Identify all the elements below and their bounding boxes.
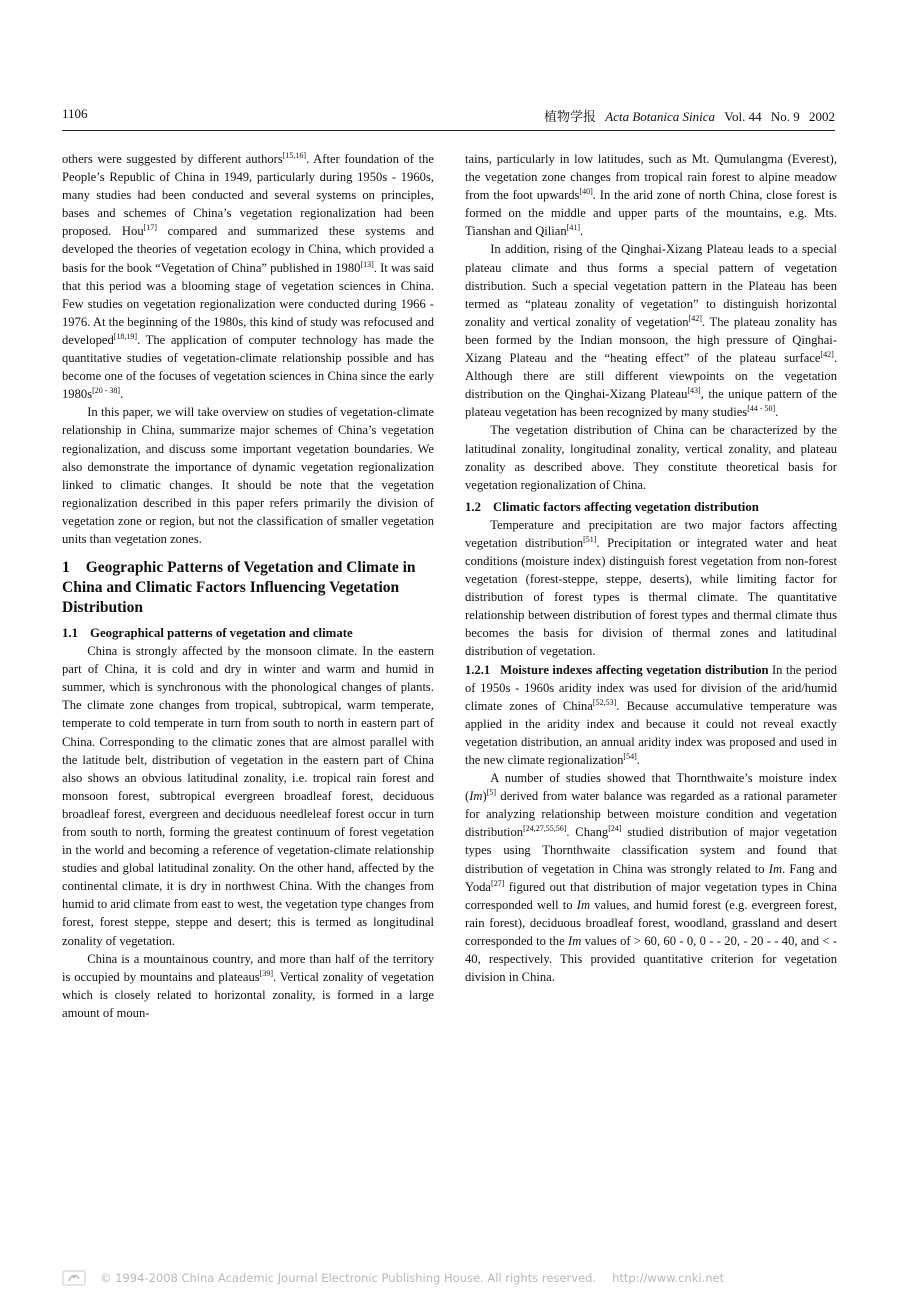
citation: [41]: [566, 223, 581, 233]
citation: [42]: [688, 313, 702, 323]
paragraph: others were suggested by different authors[15,16]. After foundation of the People’s Republic of China in 1949, particularly during 1950s - 1960s, many studies had been conducted and several systems on principles, bases and schemes of China’s vegetation regionalization had been proposed. Hou[17] compared and summarized these systems and developed the theories of vegetation ecology in China, which provided a basis for the book “Vegetation of China” published in 1980[13]. It was said that this period was a blooming stage of vegetation sciences in China. Few studies on vegetation regionalization were conducted during 1966 - 1976. At the beginning of the 1980s, this kind of study was refocused and developed[18,19]. The application of computer technology has made the quantitative studies of vegetation-climate relationship possible and has become one of the focuses of vegetation sciences in China since the early 1980s[20 - 38].: [62, 151, 435, 402]
citation: [20 - 38]: [92, 386, 121, 396]
citation: [18,19]: [113, 331, 138, 341]
copyright-notice: © 1994-2008 China Academic Journal Electronic Publishing House. All rights reserved.: [100, 1271, 597, 1285]
footer: [62, 1270, 842, 1286]
citation: [27]: [491, 878, 505, 888]
citation: [15,16]: [282, 151, 307, 160]
journal-volume: Vol. 44: [724, 109, 762, 124]
citation: [13]: [360, 259, 374, 269]
subsection-title: Geographical patterns of vegetation and climate: [90, 626, 353, 641]
subsubsection-heading: 1.2.1 Moisture indexes affecting vegetation distribution: [465, 662, 769, 677]
header-rule: [62, 130, 835, 131]
citation: [44 - 50]: [747, 404, 776, 414]
citation: [52,53]: [592, 697, 617, 707]
subsection-heading: [465, 498, 837, 516]
citation: [24]: [608, 824, 622, 834]
subsection-number: 1.1: [62, 626, 78, 641]
paragraph: A number of studies showed that Thornthwaite’s moisture index (Im)[5] derived from water balance was regarded as a rational parameter for analyzing relationship between moisture condition and vegetation distribution[24,27,55,56]. Chang[24] studied distribution of major vegetation types using Thornthwaite classification system and found that distribution of vegetation in China was strongly related to Im. Fang and Yoda[27] figured out that distribution of major vegetation types in China corresponded well to Im values, and humid forest (e.g. evergreen forest, rain forest), deciduous broadleaf forest, woodland, grassland and desert corresponded to the Im values of > 60, 60 - 0, 0 - - 20, - 20 - - 40, and < - 40, respectively. This provided quantitative criterion for vegetation division in China.: [465, 771, 838, 985]
journal-year: 2002: [809, 109, 835, 124]
cnki-logo-icon: [62, 1270, 86, 1286]
journal-title-cn: 植物学报: [544, 109, 597, 124]
right-column: [465, 150, 837, 986]
subsection-number: 1.2: [465, 499, 481, 514]
journal-title-en: Acta Botanica Sinica: [605, 109, 716, 124]
subsection-title: Climatic factors affecting vegetation distribution: [493, 499, 759, 514]
paragraph: The vegetation distribution of China can be characterized by the latitudinal zonality, longitudinal zonality, vertical zonality, and plateau zonality as described above. They constitute theoretical basis for vegetation regionalization of China.: [465, 423, 837, 492]
section-heading: [62, 558, 434, 618]
citation: [24,27,55,56]: [523, 824, 567, 834]
citation: [42]: [820, 350, 834, 360]
paragraph: In addition, rising of the Qinghai-Xizang Plateau leads to a special plateau climate and thus forms a special pattern of vegetation distribution. Such a special vegetation pattern in the Plateau has been termed as “plateau zonality of vegetation” to distinguish horizontal zonality and vertical zonality of vegetation[42]. The plateau zonality has been formed by the Indian monsoon, the high pressure of Qinghai-Xizang Plateau and the “heating effect” of the plateau surface[42]. Although there are still different viewpoints on the vegetation distribution on the Qinghai-Xizang Plateau[43], the unique pattern of the plateau vegetation has been recognized by many studies[44 - 50].: [465, 242, 837, 420]
footer-url[interactable]: http://www.cnki.net: [612, 1271, 725, 1285]
paragraph: In this paper, we will take overview on studies of vegetation-climate relationship in China, summarize major schemes of China’s vegetation regionalization, and discuss some important vegetation boundaries. We also demonstrate the importance of dynamic vegetation regionalization linked to climatic changes. It should be note that the vegetation regionalization described in this paper refers primarily the division of vegetation zone or region, but not the classification of smaller vegetation units than vegetation zones.: [62, 405, 434, 546]
journal-issue: No. 9: [770, 109, 800, 124]
citation: [51]: [583, 534, 597, 544]
page-number: 1106: [62, 106, 88, 121]
left-column: [62, 150, 434, 1022]
journal-info: [538, 106, 835, 125]
citation: [17]: [143, 223, 157, 233]
paragraph: Temperature and precipitation are two major factors affecting vegetation distribution[51]. Precipitation or integrated water and heat conditions (moisture index) distinguish forest vegetation from non-forest vegetation (forest-steppe, steppe, deserts), while limiting factor for distribution of forest types is thermal climate. The quantitative relationship between distribution of forest types and thermal climate thus becomes the basis for division of thermal zones and latitudinal distribution of vegetation.: [465, 517, 837, 659]
paragraph: China is a mountainous country, and more than half of the territory is occupied by mountains and plateaus[39]. Vertical zonality of vegetation which is closely related to horizontal zonality, is formed in a large amount of moun-: [62, 951, 435, 1020]
citation: [54]: [623, 752, 637, 761]
citation: [39]: [259, 968, 273, 978]
subsection-heading: [62, 624, 434, 642]
citation: [5]: [486, 788, 497, 798]
paragraph: tains, particularly in low latitudes, such as Mt. Qumulangma (Everest), the vegetation zone changes from tropical rain forest to alpine meadow from the foot upwards[40]. In the arid zone of north China, close forest is formed on the middle and upper parts of the mountains, e.g. Mts. Tianshan and Qilian[41].: [465, 152, 837, 239]
running-header: [62, 106, 835, 125]
section-number: 1: [62, 559, 70, 577]
paragraph: China is strongly affected by the monsoon climate. In the eastern part of China, it is cold and dry in winter and warm and humid in summer, which is synchronous with the phonological changes of plants. The climate zone changes from tropical, subtropical, warm temperate, temperate to cold temperate in turn from south to north in eastern part of China. Corresponding to the climatic zones that are almost parallel with the latitude belt, distribution of vegetation in the eastern part of China also shows an obvious latitudinal zonality, i.e. tropical rain forest and monsoon forest, subtropical evergreen broadleaf forest, deciduous broadleaf forest, evergreen and deciduous needleleaf forest occur in turn from south to north, forming the greatest continuum of forest vegetation in the world and becoming a reference of vegetation-climate relationship studies and global latitudinal zonality. On the other hand, affected by the continental climate, it is dry in northwest China. With the changes from humid to arid climate from east to west, the vegetation type changes from forest, forest steppe, steppe and desert; this is termed as longitudinal zonality of vegetation.: [62, 644, 434, 948]
citation: [43]: [687, 386, 701, 396]
citation: [40]: [579, 187, 593, 197]
section-title: Geographic Patterns of Vegetation and Climate in China and Climatic Factors Influencing Vegetation Distribution: [62, 559, 416, 617]
paragraph: 1.2.1 Moisture indexes affecting vegetation distribution In the period of 1950s - 1960s aridity index was used for division of the arid/humid climate zones of China[52,53]. Because accumulative temperature was applied in the aridity index and because it could not reveal exactly vegetation distribution, an annual aridity index was proposed and used in the new climate regionalization[54].: [465, 662, 837, 767]
